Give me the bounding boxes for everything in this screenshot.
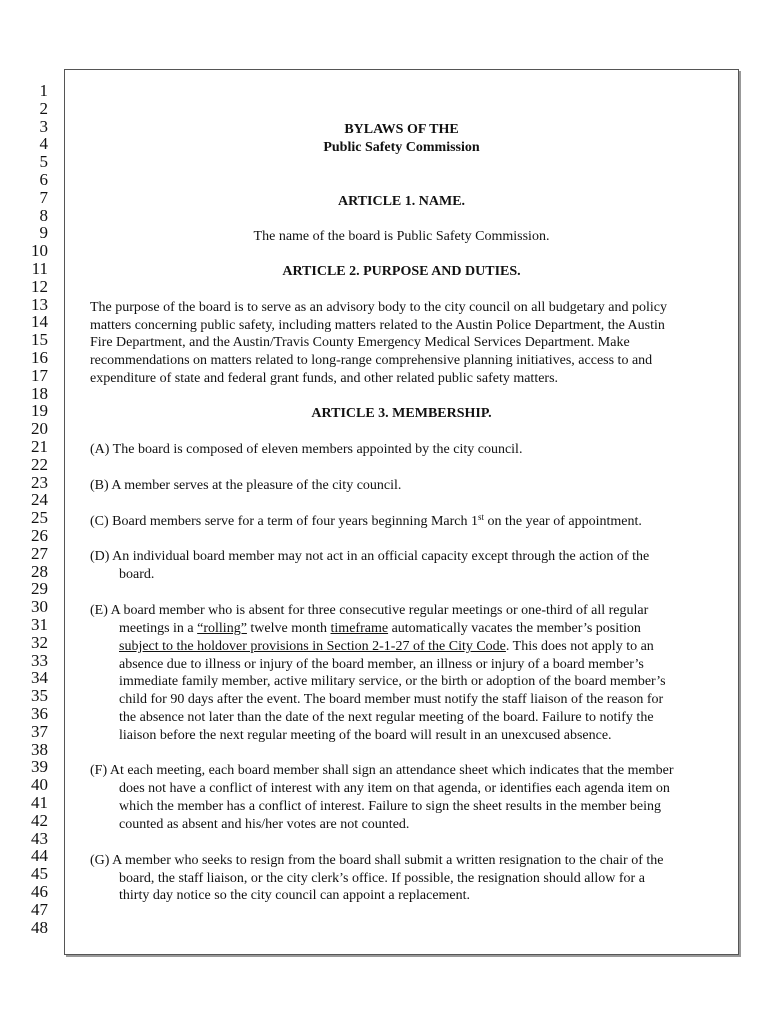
underlined-text: timeframe xyxy=(330,621,389,636)
line-number: 1 xyxy=(39,81,48,100)
line-number: 11 xyxy=(31,259,48,278)
clause-c-text: (C) Board members serve for a term of four years beginning March 1 xyxy=(90,514,478,529)
line-number: 33 xyxy=(31,650,48,670)
clause-e-line: immediate family member, active military service, or the birth or adoption of the board member’s xyxy=(119,674,666,689)
article-1-text: The name of the board is Public Safety Commission. xyxy=(253,229,550,244)
line-number: 6 xyxy=(39,170,48,189)
clause-e-line: liaison before the next regular meeting of the board will result in an unexcused absence. xyxy=(119,728,612,743)
line-number: 19 xyxy=(31,401,48,421)
article-1-heading: ARTICLE 1. NAME. xyxy=(337,194,466,209)
article-2-line: recommendations on matters related to long-range comprehensive planning initiatives, access to and xyxy=(90,353,653,368)
line-number: 47 xyxy=(31,899,48,919)
line-number: 48 xyxy=(31,917,48,937)
line-number: 25 xyxy=(31,508,48,528)
text-run: twelve month xyxy=(246,621,331,636)
line-number: 32 xyxy=(31,632,48,652)
clause-e-line: the absence not later than the date of the next regular meeting of the board. Failure to notify the xyxy=(119,710,654,725)
title-line-2: Public Safety Commission xyxy=(323,140,480,155)
clause-g-line: thirty day notice so the city council can appoint a replacement. xyxy=(119,888,471,903)
line-number: 2 xyxy=(39,98,48,118)
line-number: 8 xyxy=(39,205,48,225)
line-number: 12 xyxy=(31,276,48,296)
line-number: 34 xyxy=(31,668,48,688)
article-2-line: matters concerning public safety, including matters related to the Austin Police Department, the Austin xyxy=(90,318,665,333)
clause-d-line-2: board. xyxy=(119,567,155,582)
line-number: 9 xyxy=(39,223,48,243)
line-number: 45 xyxy=(31,864,48,884)
clause-b: (B) A member serves at the pleasure of the city council. xyxy=(90,478,402,493)
line-number: 10 xyxy=(31,241,48,261)
clause-g-line: (G) A member who seeks to resign from the board shall submit a written resignation to the chair of the xyxy=(90,853,664,868)
clause-f-line: counted as absent and his/her votes are not counted. xyxy=(119,817,410,832)
underlined-text: “rolling” xyxy=(197,621,247,636)
line-number: 18 xyxy=(31,383,48,403)
line-number: 26 xyxy=(31,526,48,545)
text-run: . This does not apply to an xyxy=(505,639,654,654)
line-number: 20 xyxy=(31,419,48,439)
clause-f-line: (F) At each meeting, each board member shall sign an attendance sheet which indicates that the member xyxy=(90,763,674,778)
article-2-line: Fire Department, and the Austin/Travis County Emergency Medical Services Department. Make xyxy=(90,335,630,350)
clause-d-line-1: (D) An individual board member may not act in an official capacity except through the action of the xyxy=(90,549,650,564)
clause-e-line: (E) A board member who is absent for three consecutive regular meetings or one-third of all regular xyxy=(90,603,649,618)
line-number: 22 xyxy=(31,454,48,474)
clause-c-superscript: st xyxy=(477,512,484,522)
line-number: 16 xyxy=(31,348,48,367)
line-number: 3 xyxy=(39,116,48,136)
line-number: 4 xyxy=(39,134,48,154)
line-number: 41 xyxy=(31,793,48,812)
clause-e-line: absence due to illness or injury of the board member, an illness or injury of a board member’s xyxy=(119,657,644,672)
line-number: 35 xyxy=(31,686,48,706)
title-line-1: BYLAWS OF THE xyxy=(344,122,459,137)
line-number: 15 xyxy=(31,330,48,350)
article-2-heading: ARTICLE 2. PURPOSE AND DUTIES. xyxy=(282,264,521,279)
clause-f-line: does not have a conflict of interest with any item on that agenda, or identifies each agenda item on xyxy=(119,781,670,796)
line-number: 21 xyxy=(31,437,48,456)
line-number: 7 xyxy=(39,187,48,207)
line-number: 27 xyxy=(31,543,48,563)
clause-e-line: child for 90 days after the event. The board member must notify the staff liaison of the reason for xyxy=(119,692,664,707)
line-number: 43 xyxy=(31,828,48,848)
text-run: meetings in a xyxy=(119,621,198,636)
line-number: 46 xyxy=(31,882,48,901)
line-number: 24 xyxy=(31,490,48,510)
text-run: automatically vacates the member’s position xyxy=(388,621,641,636)
line-number: 38 xyxy=(31,739,48,759)
article-2-line: expenditure of state and federal grant funds, and other related public safety matters. xyxy=(90,371,559,386)
clause-a: (A) The board is composed of eleven members appointed by the city council. xyxy=(90,442,523,457)
line-number: 31 xyxy=(31,615,48,634)
underlined-text: subject to the holdover provisions in Section 2-1-27 of the City Code xyxy=(119,639,506,654)
article-2-line: The purpose of the board is to serve as an advisory body to the city council on all budgetary and policy xyxy=(90,300,667,315)
line-number: 40 xyxy=(31,775,48,795)
line-number: 30 xyxy=(31,597,48,617)
line-number: 23 xyxy=(31,472,48,492)
line-number: 17 xyxy=(31,365,48,385)
line-number: 44 xyxy=(31,846,48,866)
line-number: 36 xyxy=(31,704,48,723)
clause-c-text-end: on the year of appointment. xyxy=(484,514,642,529)
line-number: 39 xyxy=(31,757,48,777)
line-number: 29 xyxy=(31,579,48,599)
line-number: 28 xyxy=(31,561,48,581)
line-number: 14 xyxy=(31,312,48,332)
clause-c xyxy=(90,513,642,531)
clause-g-line: board, the staff liaison, or the city clerk’s office. If possible, the resignation should allow for a xyxy=(119,871,645,886)
article-3-heading: ARTICLE 3. MEMBERSHIP. xyxy=(311,406,492,421)
line-number: 5 xyxy=(39,152,48,172)
clause-e-line xyxy=(119,638,654,656)
line-number: 13 xyxy=(31,294,48,314)
clause-f-line: which the member has a conflict of interest. Failure to sign the sheet results in the member being xyxy=(119,799,661,814)
clause-e-line xyxy=(119,620,641,638)
line-number: 42 xyxy=(31,810,48,830)
line-number: 37 xyxy=(31,721,48,741)
